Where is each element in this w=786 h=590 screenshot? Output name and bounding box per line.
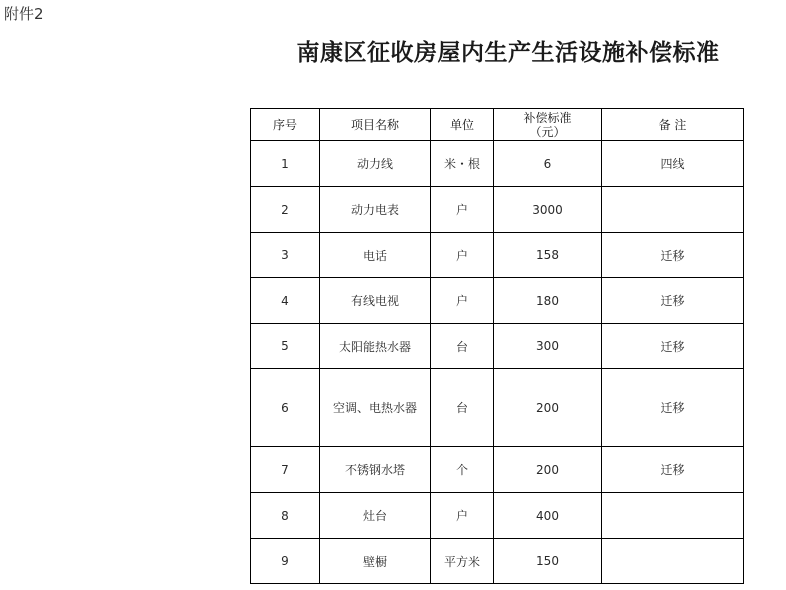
table-header-row bbox=[251, 109, 744, 141]
header-item-name: 项目名称 bbox=[320, 109, 431, 141]
compensation-table bbox=[250, 108, 744, 584]
cell-unit: 台 bbox=[431, 324, 494, 369]
cell-unit: 户 bbox=[431, 187, 494, 233]
cell-note bbox=[602, 493, 744, 539]
cell-seq: 9 bbox=[251, 539, 320, 584]
cell-note bbox=[602, 187, 744, 233]
cell-item-name: 动力电表 bbox=[320, 187, 431, 233]
cell-unit: 户 bbox=[431, 233, 494, 278]
cell-item-name: 太阳能热水器 bbox=[320, 324, 431, 369]
cell-standard: 150 bbox=[494, 539, 602, 584]
cell-seq: 1 bbox=[251, 141, 320, 187]
cell-seq: 3 bbox=[251, 233, 320, 278]
table-row bbox=[251, 493, 744, 539]
cell-note bbox=[602, 539, 744, 584]
cell-seq: 4 bbox=[251, 278, 320, 324]
cell-unit: 户 bbox=[431, 278, 494, 324]
cell-note: 迁移 bbox=[602, 233, 744, 278]
cell-standard: 400 bbox=[494, 493, 602, 539]
table-row bbox=[251, 447, 744, 493]
header-note: 备 注 bbox=[602, 109, 744, 141]
cell-unit: 台 bbox=[431, 369, 494, 447]
document-title: 南康区征收房屋内生产生活设施补偿标准 bbox=[296, 40, 720, 66]
cell-item-name: 动力线 bbox=[320, 141, 431, 187]
cell-unit: 户 bbox=[431, 493, 494, 539]
table-row bbox=[251, 233, 744, 278]
cell-seq: 8 bbox=[251, 493, 320, 539]
cell-seq: 6 bbox=[251, 369, 320, 447]
cell-seq: 2 bbox=[251, 187, 320, 233]
header-unit: 单位 bbox=[431, 109, 494, 141]
table-row bbox=[251, 141, 744, 187]
table-row bbox=[251, 369, 744, 447]
cell-note: 迁移 bbox=[602, 369, 744, 447]
cell-standard: 158 bbox=[494, 233, 602, 278]
header-standard-line1: 补偿标准 bbox=[523, 110, 572, 125]
cell-item-name: 壁橱 bbox=[320, 539, 431, 584]
cell-standard: 200 bbox=[494, 369, 602, 447]
table-row bbox=[251, 539, 744, 584]
cell-standard: 180 bbox=[494, 278, 602, 324]
cell-seq: 5 bbox=[251, 324, 320, 369]
table-row bbox=[251, 324, 744, 369]
cell-note: 迁移 bbox=[602, 278, 744, 324]
cell-note: 四线 bbox=[602, 141, 744, 187]
header-seq: 序号 bbox=[251, 109, 320, 141]
cell-item-name: 空调、电热水器 bbox=[320, 369, 431, 447]
cell-item-name: 电话 bbox=[320, 233, 431, 278]
cell-standard: 3000 bbox=[494, 187, 602, 233]
cell-unit: 平方米 bbox=[431, 539, 494, 584]
cell-note: 迁移 bbox=[602, 447, 744, 493]
cell-standard: 200 bbox=[494, 447, 602, 493]
table-row bbox=[251, 278, 744, 324]
cell-standard: 6 bbox=[494, 141, 602, 187]
cell-item-name: 有线电视 bbox=[320, 278, 431, 324]
header-standard-line2: （元） bbox=[529, 124, 566, 139]
cell-note: 迁移 bbox=[602, 324, 744, 369]
attachment-label: 附件2 bbox=[4, 5, 44, 23]
cell-unit: 个 bbox=[431, 447, 494, 493]
cell-seq: 7 bbox=[251, 447, 320, 493]
cell-unit: 米・根 bbox=[431, 141, 494, 187]
cell-standard: 300 bbox=[494, 324, 602, 369]
cell-item-name: 灶台 bbox=[320, 493, 431, 539]
header-standard bbox=[494, 109, 602, 141]
table-row bbox=[251, 187, 744, 233]
cell-item-name: 不锈钢水塔 bbox=[320, 447, 431, 493]
